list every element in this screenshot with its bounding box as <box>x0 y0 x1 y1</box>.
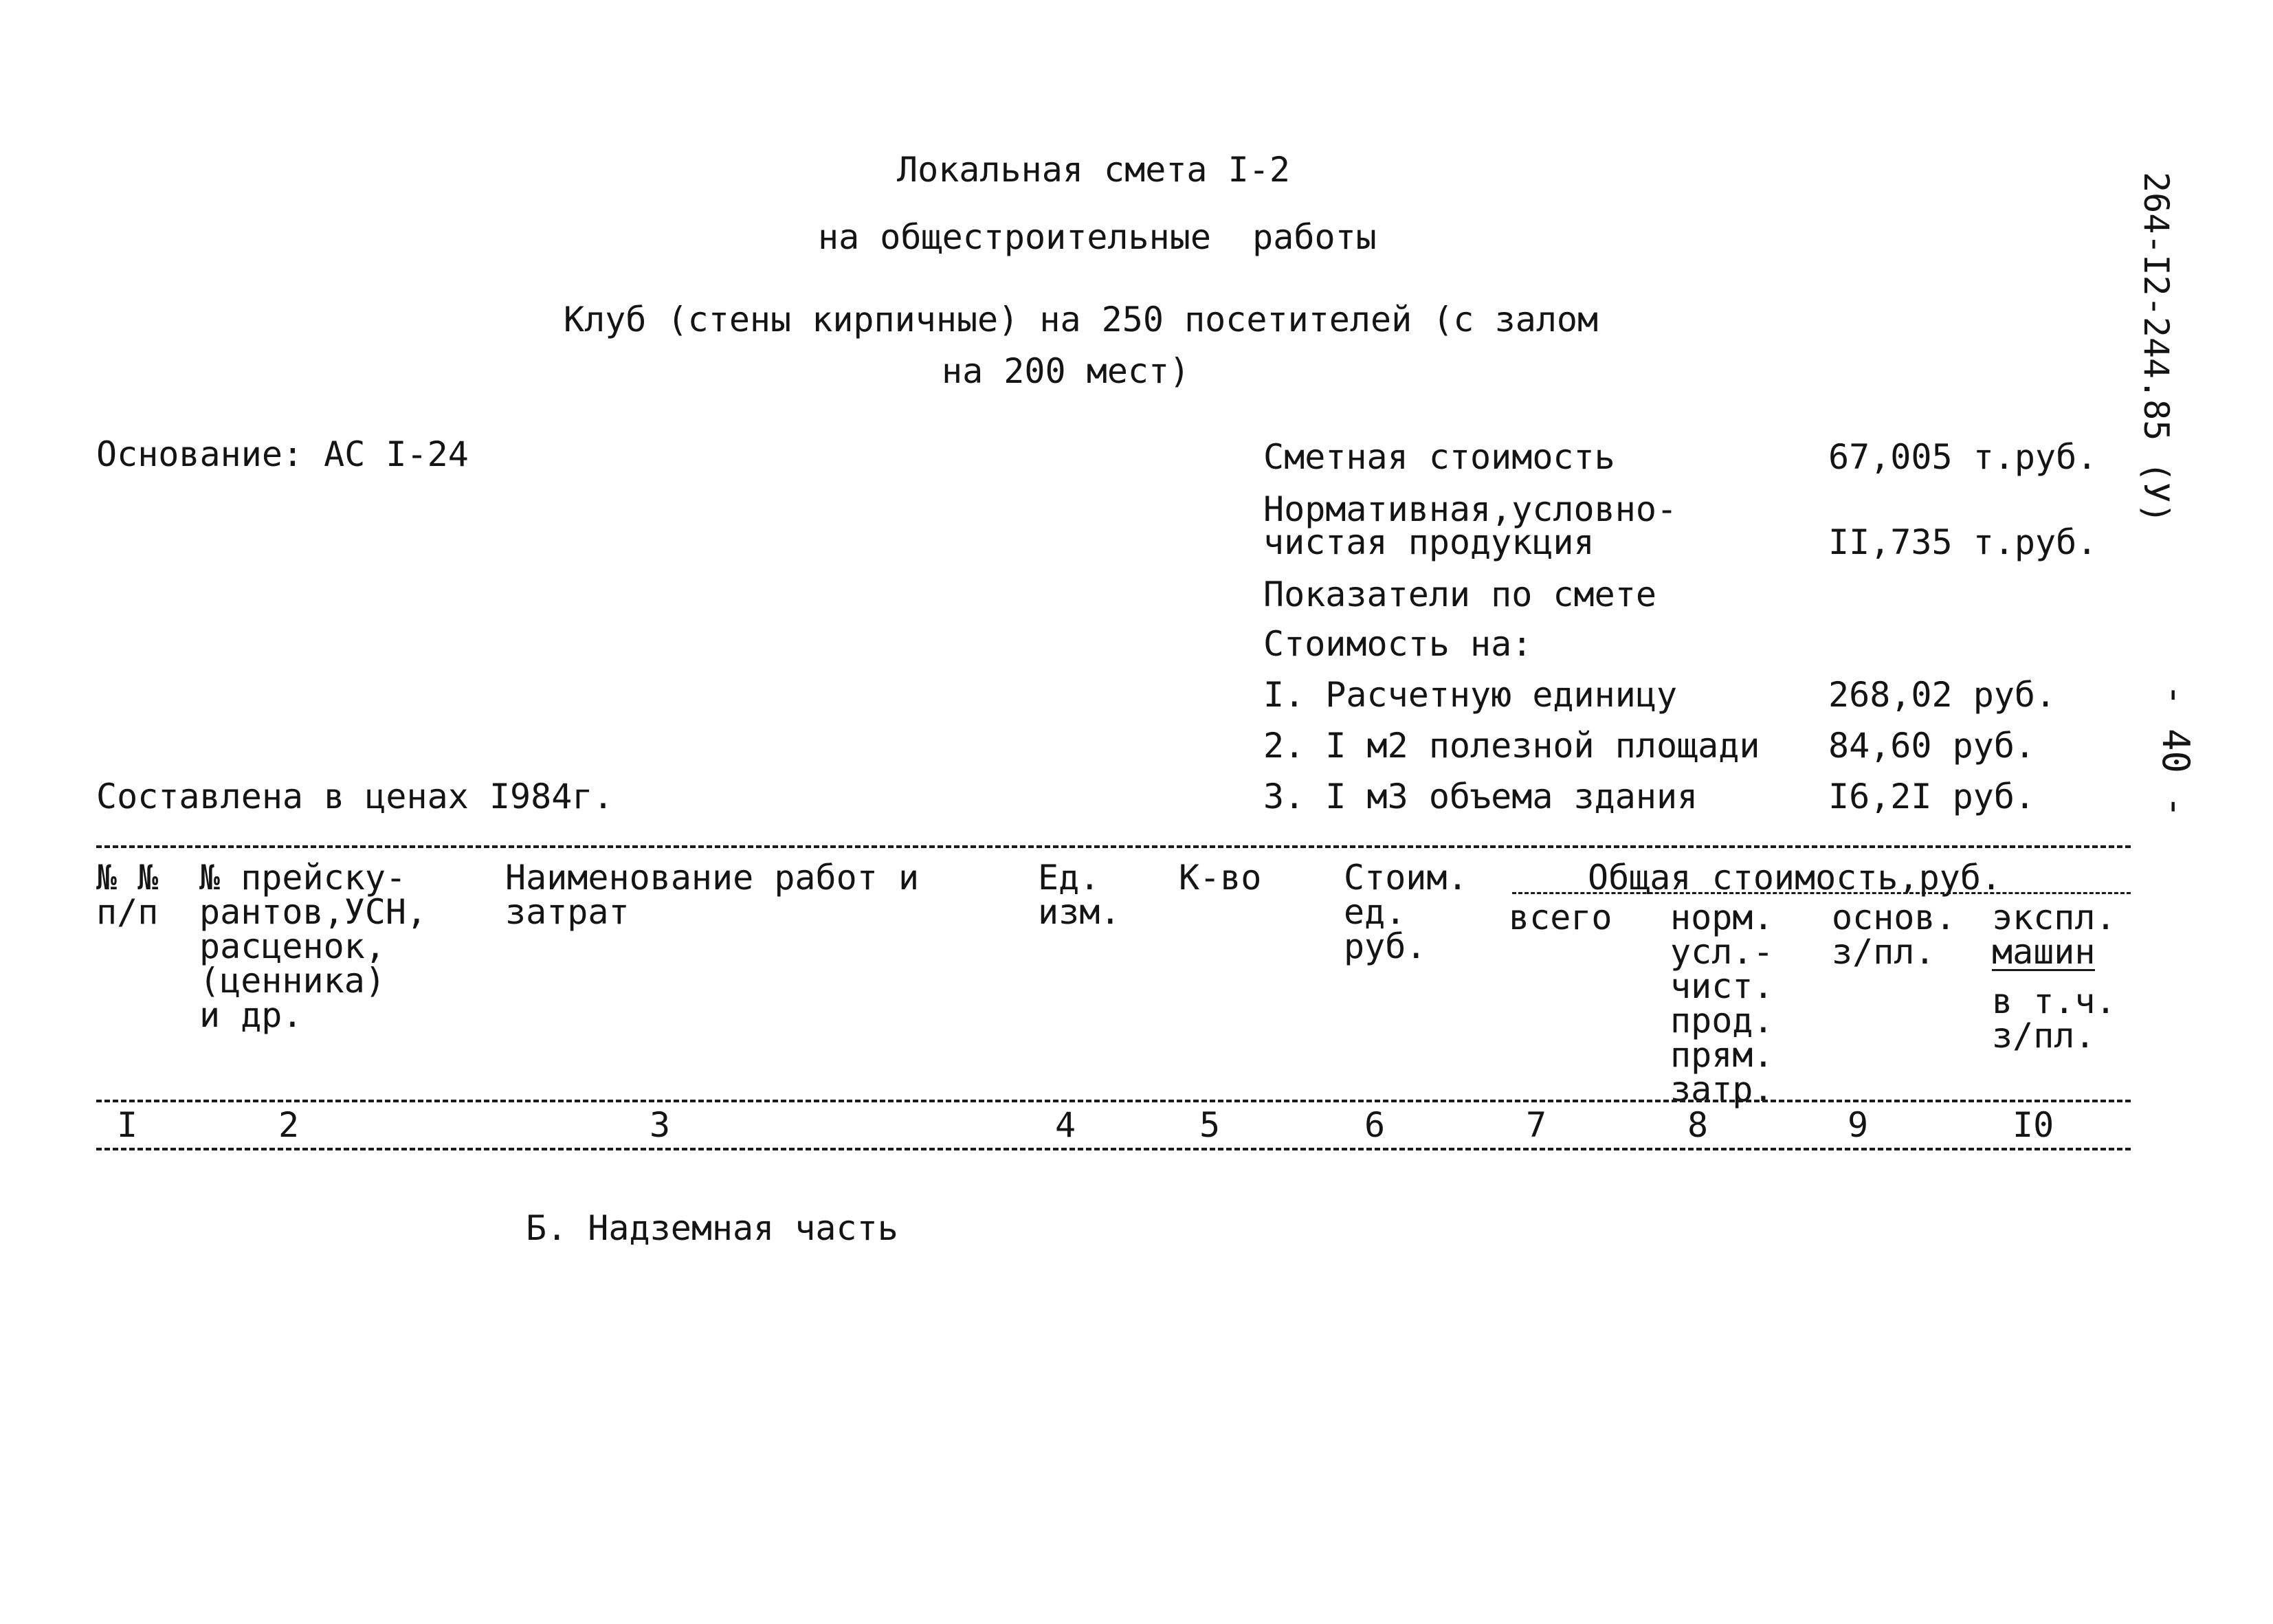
basis-text: Основание: АС I-24 <box>96 434 469 474</box>
indicator-value: 84,60 руб. <box>1828 726 2036 766</box>
indicators-label: Показатели по смете <box>1263 575 1656 614</box>
page-number: - 40 - <box>2154 684 2197 819</box>
header-machines: экспл. машин <box>1992 898 2116 972</box>
document-title: Локальная смета I-2 <box>897 150 1290 190</box>
machines-underline <box>1992 969 2095 971</box>
indicator-label: 2. I м2 полезной площади <box>1263 726 1760 766</box>
header-machines-wages: в т.ч. з/пл. <box>1992 981 2116 1056</box>
header-unit-cost: Стоим. ед. руб. <box>1344 858 1468 966</box>
cost-for-label: Стоимость на: <box>1263 624 1533 664</box>
column-number: 7 <box>1526 1105 1547 1145</box>
prices-note: Составлена в ценах I984г. <box>96 777 614 816</box>
column-number: 2 <box>278 1105 300 1145</box>
document-subtitle: на общестроительные работы <box>818 217 1377 257</box>
numbers-bottom-rule <box>96 1148 2131 1150</box>
column-number: 6 <box>1364 1105 1386 1145</box>
column-number: 4 <box>1055 1105 1076 1145</box>
indicator-value: 268,02 руб. <box>1828 675 2056 715</box>
estimated-cost-value: 67,005 т.руб. <box>1828 437 2098 477</box>
column-number: 8 <box>1687 1105 1709 1145</box>
indicator-value: I6,2I руб. <box>1828 777 2036 816</box>
header-quantity: К-во <box>1179 858 1262 898</box>
column-number: 3 <box>650 1105 671 1145</box>
header-unit: Ед. изм. <box>1038 858 1121 932</box>
header-bottom-rule <box>96 1100 2131 1102</box>
normative-label-line2: чистая продукция <box>1263 522 1595 562</box>
header-price-list: № прейску- рантов,УСН, расценок, (ценника) и др. <box>199 858 428 1035</box>
document-code-label: 264-I2-244.85 (У) <box>2136 172 2176 524</box>
column-number: I <box>117 1105 138 1145</box>
header-row-number: № № п/п <box>96 858 159 932</box>
header-base-wages: основ. з/пл. <box>1832 898 1956 972</box>
table-top-rule <box>96 845 2131 848</box>
normative-value: II,735 т.руб. <box>1828 522 2098 562</box>
section-title: Б. Надземная часть <box>526 1208 898 1248</box>
header-work-name: Наименование работ и затрат <box>505 858 920 932</box>
header-total-cost-group: Общая стоимость,руб. <box>1588 858 2002 898</box>
estimated-cost-label: Сметная стоимость <box>1263 437 1615 477</box>
indicator-label: I. Расчетную единицу <box>1263 675 1678 715</box>
indicator-label: 3. I м3 объема здания <box>1263 777 1698 816</box>
column-number: 5 <box>1199 1105 1221 1145</box>
column-number: 9 <box>1848 1105 1869 1145</box>
normative-label-line1: Нормативная,условно- <box>1263 489 1678 529</box>
column-number: I0 <box>2013 1105 2054 1145</box>
object-name-line2: на 200 мест) <box>942 351 1190 391</box>
total-group-underline <box>1512 892 2131 894</box>
object-name-line1: Клуб (стены кирпичные) на 250 посетителей (с залом <box>564 300 1599 340</box>
header-normative-net: норм. усл.- чист. прод. прям. затр. <box>1670 898 1774 1109</box>
header-total: всего <box>1509 898 1612 937</box>
